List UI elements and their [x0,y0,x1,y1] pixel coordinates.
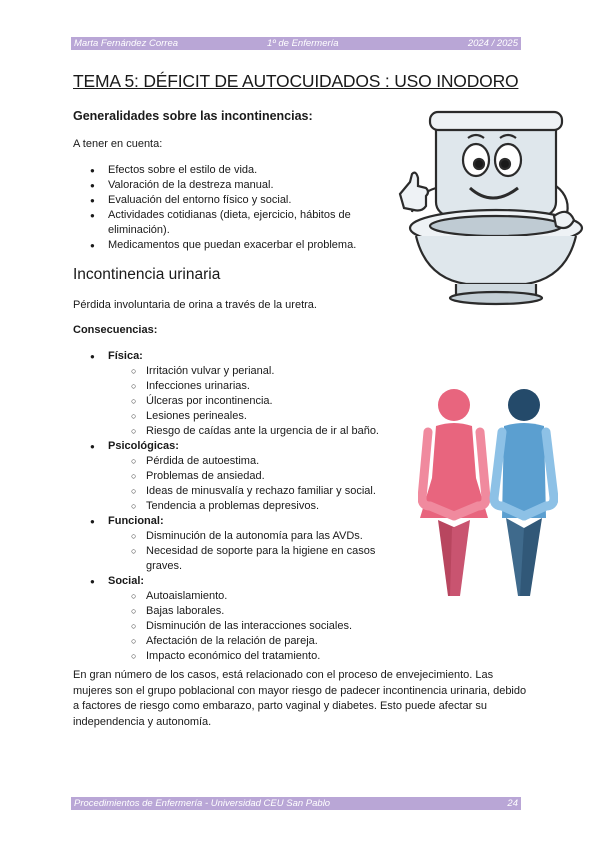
section1-list [90,163,378,253]
list-item: ○ Necesidad de soporte para la higiene en casos graves. [131,544,391,574]
consequence-group [90,514,391,574]
closing-paragraph: En gran número de los casos, está relacionado con el proceso de envejecimiento. Las mujeres son el grupo poblacional con mayor riesgo de padecer incontinencia urinaria, debido a factores de riesgo como embarazo, parto vaginal y diabetes. Esto puede afectar su independencia y autonomía. [73,669,527,728]
consequences-heading: Consecuencias: [73,324,158,336]
list-item: ● Valoración de la destreza manual. [90,178,378,193]
list-item: ○ Disminución de la autonomía para las AVDs. [131,529,391,544]
header-year: 2024 / 2025 [467,38,518,49]
list-item: ● Efectos sobre el estilo de vida. [90,163,378,178]
consequence-group [90,439,391,514]
consequence-label: Psicológicas: [108,440,179,452]
list-item: ○ Úlceras por incontinencia. [131,394,391,409]
footer-text: Procedimientos de Enfermería - Universidad CEU San Pablo [74,798,331,809]
page-footer [71,797,521,810]
list-item: ○ Riesgo de caídas ante la urgencia de ir al baño. [131,424,391,439]
section1-intro: A tener en cuenta: [73,138,163,150]
list-item: ● Medicamentos que puedan exacerbar el problema. [90,238,378,253]
section2-definition: Pérdida involuntaria de orina a través de la uretra. [73,299,317,311]
list-item: ○ Ideas de minusvalía y rechazo familiar y social. [131,484,391,499]
section2-heading: Incontinencia urinaria [73,266,221,283]
people-urgency-icon [418,388,558,603]
consequence-group [90,349,391,439]
cartoon-toilet-icon [396,108,586,308]
list-item: ○ Disminución de las interacciones sociales. [131,619,391,634]
list-item: ○ Autoaislamiento. [131,589,391,604]
page-title: TEMA 5: DÉFICIT DE AUTOCUIDADOS : USO INODORO [73,71,519,91]
list-item: ○ Problemas de ansiedad. [131,469,391,484]
consequence-label: Funcional: [108,515,164,527]
page-header [71,37,521,50]
consequence-group [90,574,391,664]
page-number: 24 [507,798,518,809]
header-author: Marta Fernández Correa [74,38,179,49]
list-item: ○ Tendencia a problemas depresivos. [131,499,391,514]
consequences-list [90,349,391,664]
consequence-label: Física: [108,350,143,362]
list-item: ○ Pérdida de autoestima. [131,454,391,469]
list-item: ○ Afectación de la relación de pareja. [131,634,391,649]
list-item: ○ Impacto económico del tratamiento. [131,649,391,664]
list-item: ● Evaluación del entorno físico y social. [90,193,378,208]
list-item: ○ Lesiones perineales. [131,409,391,424]
section1-heading: Generalidades sobre las incontinencias: [73,109,313,123]
list-item: ○ Bajas laborales. [131,604,391,619]
list-item: ● Actividades cotidianas (dieta, ejercicio, hábitos de eliminación). [90,208,378,238]
header-course: 1º de Enfermería [267,38,339,49]
list-item: ○ Irritación vulvar y perianal. [131,364,391,379]
consequence-label: Social: [108,575,145,587]
list-item: ○ Infecciones urinarias. [131,379,391,394]
